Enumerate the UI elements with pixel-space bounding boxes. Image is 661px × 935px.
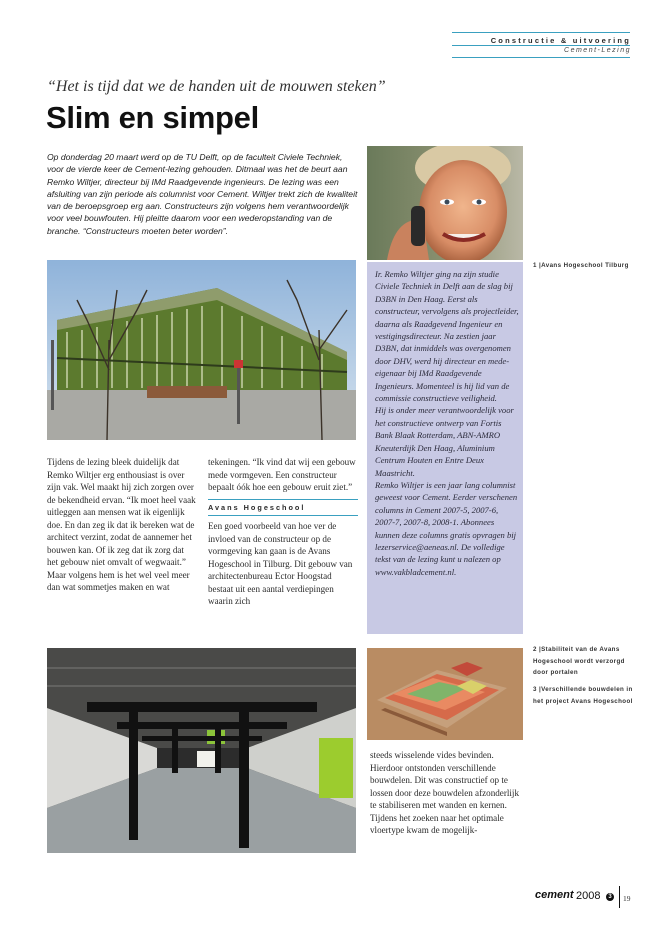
footer-divider — [619, 886, 620, 908]
caption-number: 1 — [533, 262, 537, 269]
article-title: Slim en simpel — [46, 100, 259, 135]
footer-brand: cement — [535, 889, 574, 901]
header-rule-top — [452, 32, 630, 33]
page-number: 19 — [623, 894, 631, 903]
body-paragraph: steeds wisselende vides bevinden. Hierdoor ontstonden verschillende bouwdelen. Dit was constructief op te lossen door deze bouwdelen afzonderlijk te stabiliseren met wanden en kernen. Tijdens het zoeken naar het optimale vloertype kwam de mogelijk- — [370, 750, 519, 835]
article-intro: Op donderdag 20 maart werd op de TU Delft, op de faculteit Civiele Techniek, voor de vierde keer de Cement-lezing gehouden. Ditmaal was het de beurt aan Remko Wiltjer, directeur bij IMd Raadgevende ingenieurs. De lezing was een afsluiting van zijn periode als columnist voor Cement. Wiltjer trekt zich de kwaliteit van de beroepsgroep erg aan. Constructeurs zijn volgens hem verantwoordelijk voor veel bouwfouten. Hij pleitte daarom voor een wederopstanding van de branche. “Constructeurs moeten beter worden”. — [47, 152, 358, 236]
section-label: Constructie & uitvoering — [490, 36, 631, 45]
caption-text: Avans Hogeschool Tilburg — [541, 262, 629, 269]
caption-3: 3 |Verschillende bouwdelen in het project Avans Hogeschool — [533, 686, 633, 705]
body-column-1 — [47, 456, 197, 594]
caption-text: Verschillende bouwdelen in het project Avans Hogeschool — [533, 686, 633, 705]
caption-number: 2 — [533, 646, 537, 653]
issue-badge — [606, 893, 614, 901]
issue-number: 3 — [608, 894, 612, 900]
bio-text — [375, 268, 519, 578]
header-rule-bottom — [452, 57, 630, 58]
pull-quote: “Het is tijd dat we de handen uit de mouwen steken” — [47, 78, 386, 95]
footer-year: 2008 — [576, 890, 601, 902]
model-photo — [367, 648, 523, 740]
bio-paragraph: Hij is onder meer verantwoordelijk voor het constructieve ontwerp van Fortis Bank Blaak Rotterdam, ABN-AMRO Kneuterdijk Den Haag, Aluminium Centrum Houten en Entre Deux Maastricht. — [375, 405, 514, 478]
caption-2: 2 |Stabiliteit van de Avans Hogeschool wordt verzorgd door portalen — [533, 646, 625, 676]
body-paragraph: tekeningen. “Ik vind dat wij een gebouw mede vormgeven. Een constructeur bepaalt óók hoe een gebouw eruit ziet.” — [208, 457, 356, 492]
subsection-label: Cement-Lezing — [564, 47, 631, 54]
caption-1: 1 |Avans Hogeschool Tilburg — [533, 262, 629, 269]
section-heading: Avans Hogeschool — [208, 499, 358, 517]
body-column-3 — [370, 749, 522, 837]
body-paragraph: Een goed voorbeeld van hoe ver de invloed van de constructeur op de vormgeving kan gaan is de Avans Hogeschool in Tilburg. Dit gebouw van architectenbureau Ector Hoogstad bestaat uit een aantal verdiepingen waarin zich — [208, 521, 353, 606]
header-rule-mid — [452, 45, 630, 46]
bio-paragraph: Ir. Remko Wiltjer ging na zijn studie Civiele Techniek in Delft aan de slag bij D3BN in Den Haag. Eerst als constructeur, vervolgens als projectleider, daarna als Raadgevend Ingenieur en vestigingsdirecteur. Na zestien jaar D3BN, dat inmiddels was overgenomen door DHV, werd hij directeur en mede-eigenaar bij IMd Raadgevende Ingenieurs. Momenteel is hij lid van de commissie constructieve veiligheid. — [375, 269, 519, 404]
building-exterior-photo — [47, 260, 356, 440]
bio-box — [367, 262, 523, 634]
bio-paragraph: Remko Wiltjer is een jaar lang columnist geweest voor Cement. Eerder verschenen columns in Cement 2007-5, 2007-6, 2007-7, 2007-8, 2008-1. Abonnees kunnen deze columns gratis opvragen bij lezerservice@aeneas.nl. De volledige tekst van de lezing kunt u nalezen op www.vakbladcement.nl. — [375, 479, 518, 577]
body-paragraph: Tijdens de lezing bleek duidelijk dat Remko Wiltjer erg enthousiast is over zijn vak. Wel maakt hij zich zorgen over de bekendheid ervan. “Ik moet heel vaak uitleggen aan mensen wat ik eigenlijk doe. En dan zeg ik dat ik bereken wat de architect verzint, zodat de aannemer het bouwen kan. Of ik zeg dat ik zorg dat het gebouw niet omvalt of wegwaait.” Maar volgens hem is het wel veel meer dan wat sommetjes maken en wat — [47, 457, 196, 592]
caption-text: Stabiliteit van de Avans Hogeschool wordt verzorgd door portalen — [533, 646, 625, 676]
body-column-2 — [208, 456, 358, 608]
portrait-photo — [367, 146, 523, 260]
caption-number: 3 — [533, 686, 537, 693]
interior-photo — [47, 648, 356, 853]
